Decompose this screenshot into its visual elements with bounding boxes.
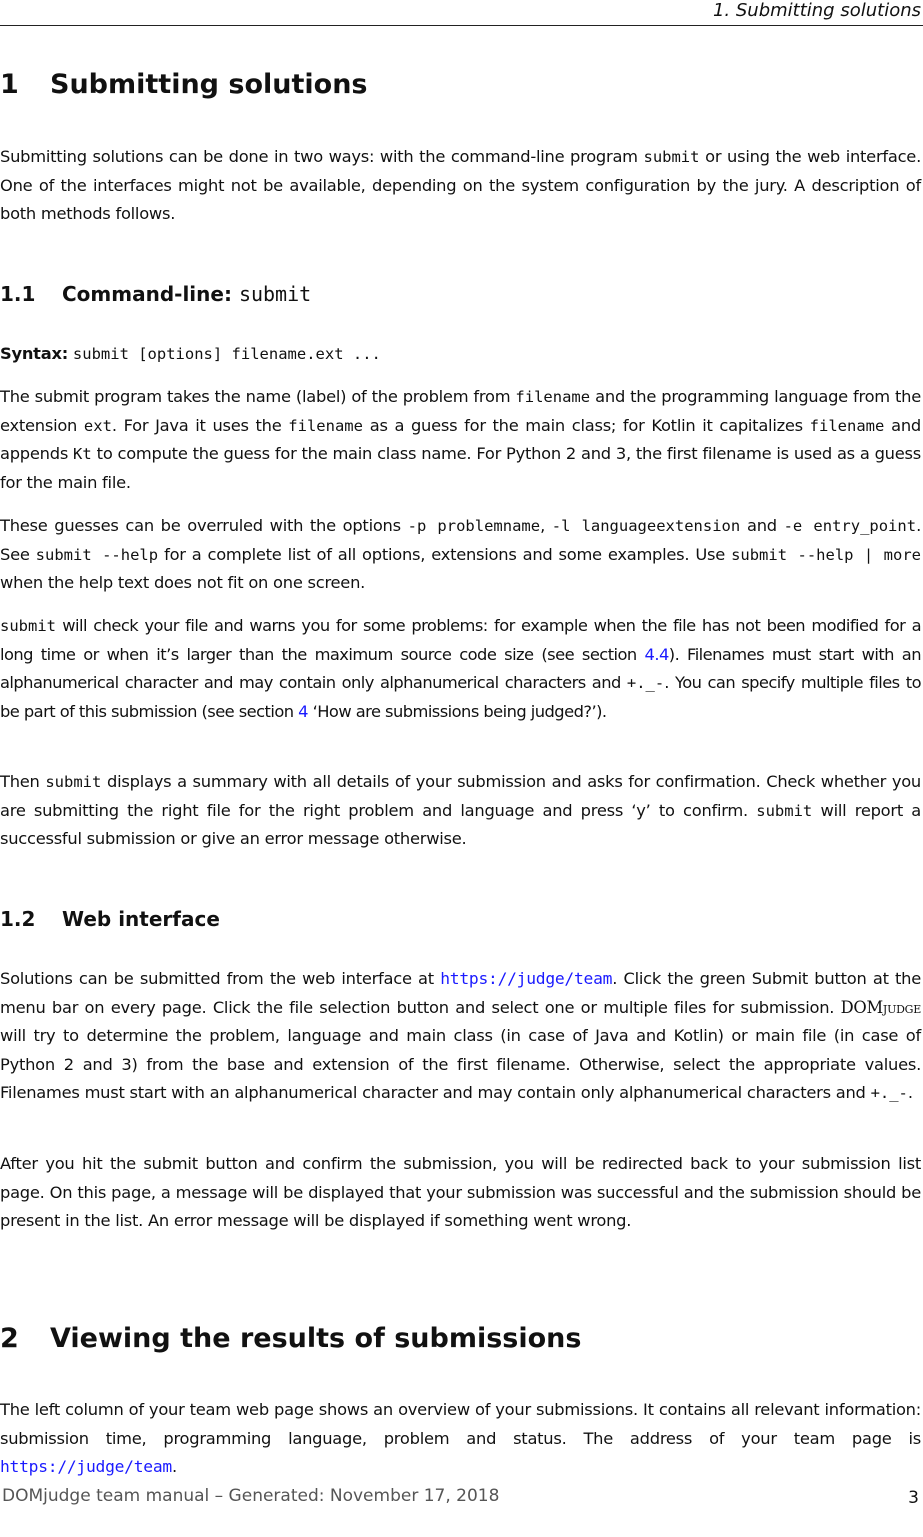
subsection-1-1-heading (0, 281, 311, 307)
section-title: Viewing the results of submissions (50, 1323, 582, 1354)
section-2-heading (0, 1323, 581, 1355)
syntax-label: Syntax: (0, 344, 68, 363)
section-1-intro: Submitting solutions can be done in two ways: with the command-line program submit or using the web interface. One of the interfaces might not be available, depending on the system configuration by the jury. A description of both methods follows. (0, 147, 921, 223)
section-1-heading (0, 69, 368, 101)
command-line-paragraph-2: These guesses can be overruled with the options -p problemname, -l languageextension and -e entry_point. See submit --help for a complete list of all options, extensions and some examples. Use submit --help | more when the help text does not fit on one screen. (0, 516, 922, 592)
web-interface-paragraph-2: After you hit the submit button and confirm the submission, you will be redirected back to your submission list page. On this page, a message will be displayed that your submission was successful and the submission should be present in the list. An error message will be displayed if something went wrong. (0, 1154, 921, 1230)
command-line-paragraph-4: Then submit displays a summary with all details of your submission and asks for confirmation. Check whether you are submitting the right file for the right problem and language and press ‘y’ to confirm. submit will report a successful submission or give an error message otherwise. (0, 772, 921, 848)
command-line-paragraph-3: submit will check your file and warns you for some problems: for example when the file has not been modified for a long time or when it’s larger than the maximum source code size (see section 4.4). Filenames must start with an alphanumerical character and may contain only alphanumerical characters and +._-. You can specify multiple files to be part of this submission (see section 4 ‘How are submissions being judged?’). (0, 616, 921, 721)
domjudge-brand: DOMjudge (840, 997, 921, 1017)
judge-team-link[interactable]: https://judge/team (440, 969, 613, 988)
web-interface-paragraph-1: Solutions can be submitted from the web interface at https://judge/team. Click the green Submit button at the menu bar on every page. Click the file selection button and select one or multiple files for submission. DOMjudge will try to determine the problem, language and main class (in case of Java and Kotlin) or main file (in case of Python 2 and 3) from the base and extension of the first filename. Otherwise, select the appropriate values. Filenames must start with an alphanumerical character and may contain only alphanumerical characters and +._-. (0, 969, 921, 1102)
section-number: 1 (0, 69, 19, 100)
page-number: 3 (908, 1488, 919, 1508)
section-title: Submitting solutions (50, 69, 368, 100)
running-header: 1. Submitting solutions (712, 0, 921, 21)
judge-team-link[interactable]: https://judge/team (0, 1457, 172, 1476)
command-line-paragraph-1: The submit program takes the name (label) of the problem from filename and the programming language from the extension ext. For Java it uses the filename as a guess for the main class; for Kotlin it capitalizes filename and appends Kt to compute the guess for the main class name. For Python 2 and 3, the first filename is used as a guess for the main file. (0, 387, 921, 492)
header-rule (0, 25, 923, 26)
section-2-paragraph: The left column of your team web page shows an overview of your submissions. It contains all relevant information: submission time, programming language, problem and status. The address of your team page is https://judge/team. (0, 1400, 921, 1476)
section-number: 2 (0, 1323, 19, 1354)
footer-generated: DOMjudge team manual – Generated: November 17, 2018 (2, 1486, 500, 1506)
section-ref-4-4[interactable]: 4.4 (644, 644, 669, 664)
subsection-title: Command-line: (62, 282, 232, 306)
subsection-number: 1.2 (0, 907, 36, 931)
subsection-1-2-heading (0, 906, 220, 932)
syntax-line (0, 340, 921, 369)
subsection-number: 1.1 (0, 282, 36, 306)
subsection-code: submit (238, 282, 312, 306)
subsection-title: Web interface (62, 907, 220, 931)
syntax-code: submit [options] filename.ext ... (72, 345, 381, 363)
section-ref-4[interactable]: 4 (298, 701, 308, 721)
